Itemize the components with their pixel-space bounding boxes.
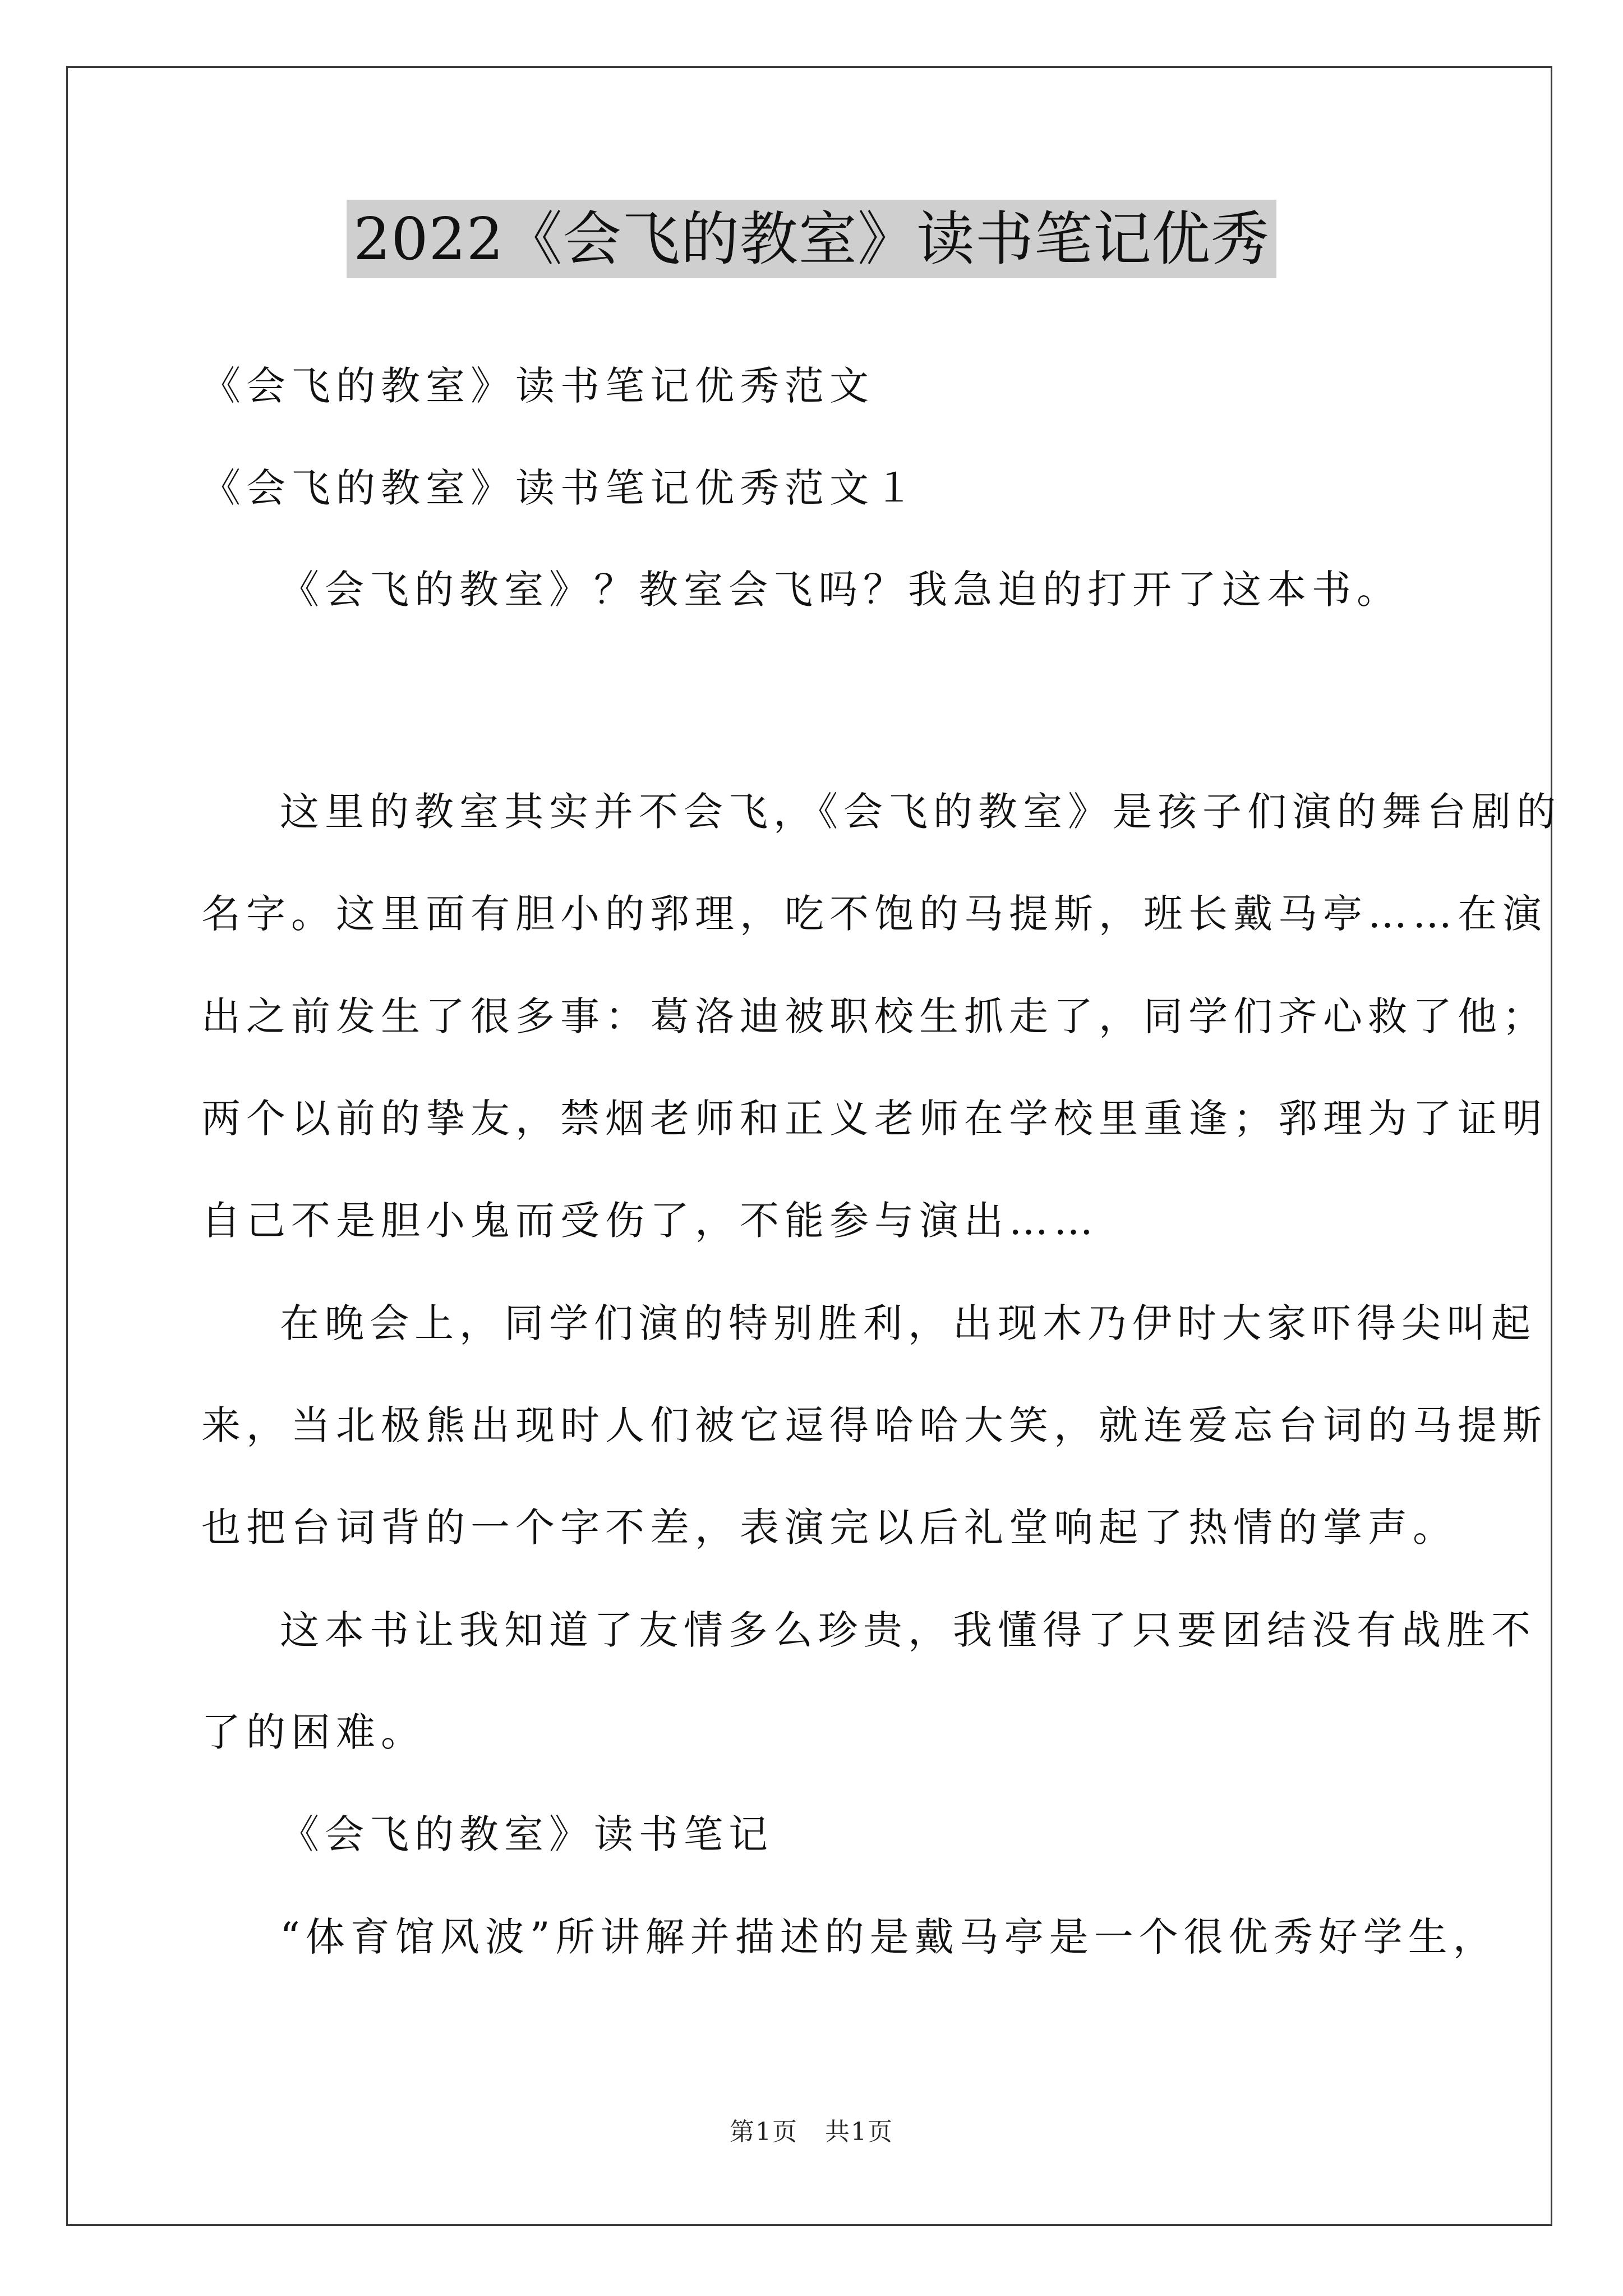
page-footer [0, 2115, 1623, 2149]
paragraph-line: 《会飞的教室》读书笔记优秀范文１ [201, 465, 919, 511]
paragraph-line: 这里的教室其实并不会飞，《会飞的教室》是孩子们演的舞台剧的 [280, 789, 1561, 835]
title-container [0, 200, 1623, 278]
paragraph-line: “体育馆风波”所讲解并描述的是戴马亭是一个很优秀好学生， [280, 1914, 1498, 1960]
paragraph-line: 出之前发生了很多事：葛洛迪被职校生抓走了，同学们齐心救了他； [201, 993, 1547, 1039]
paragraph-line: 了的困难。 [201, 1709, 426, 1755]
document-title: 2022《会飞的教室》读书笔记优秀 [347, 200, 1276, 278]
page-total: 共1页 [824, 2118, 893, 2146]
paragraph-line: 名字。这里面有胆小的郛理，吃不饱的马提斯，班长戴马亭……在演 [201, 891, 1547, 937]
paragraph-line: 这本书让我知道了友情多么珍贵，我懂得了只要团结没有战胜不 [280, 1607, 1536, 1653]
paragraph-line: 《会飞的教室》？教室会飞吗？我急迫的打开了这本书。 [280, 567, 1401, 613]
section-heading: 《会飞的教室》读书笔记 [280, 1811, 773, 1857]
paragraph-line: 《会飞的教室》读书笔记优秀范文 [201, 363, 874, 409]
paragraph-line: 自己不是胆小鬼而受伤了，不能参与演出…… [201, 1198, 1099, 1244]
paragraph-line: 在晚会上，同学们演的特别胜利，出现木乃伊时大家吓得尖叫起 [280, 1300, 1536, 1346]
paragraph-line: 两个以前的挚友，禁烟老师和正义老师在学校里重逢；郛理为了证明 [201, 1096, 1547, 1142]
paragraph-line: 也把台词背的一个字不差，表演完以后礼堂响起了热情的掌声。 [201, 1504, 1458, 1550]
paragraph-line: 来，当北极熊出现时人们被它逗得哈哈大笑，就连爱忘台词的马提斯 [201, 1402, 1547, 1448]
page-number: 第1页 [730, 2118, 799, 2146]
